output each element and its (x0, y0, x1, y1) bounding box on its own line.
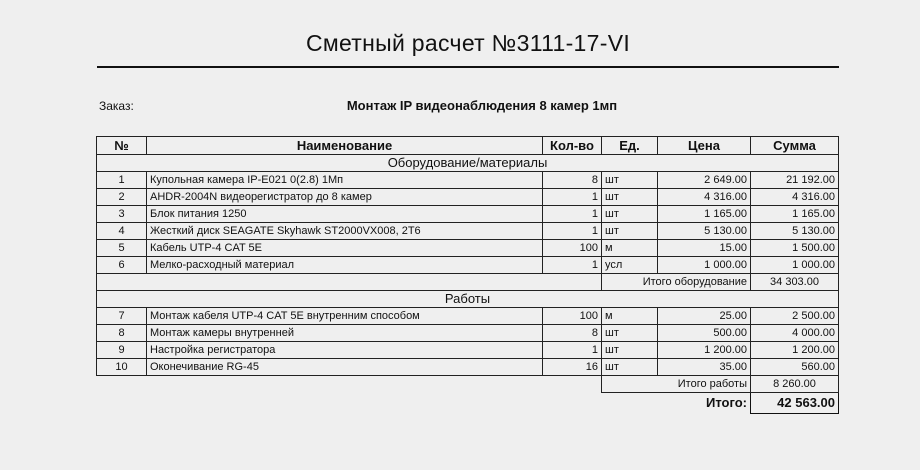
row-sum: 2 500.00 (751, 308, 839, 325)
row-unit: усл (602, 257, 658, 274)
section-header-row (97, 291, 839, 308)
table-body (97, 155, 839, 414)
row-price: 35.00 (658, 359, 751, 376)
table-row (97, 223, 839, 240)
table-row (97, 206, 839, 223)
row-price: 25.00 (658, 308, 751, 325)
estimate-table (96, 136, 839, 414)
section-header-row (97, 155, 839, 172)
row-qty: 8 (543, 172, 602, 189)
row-unit: шт (602, 359, 658, 376)
row-name: AHDR-2004N видеорегистратор до 8 камер (147, 189, 543, 206)
row-number: 4 (97, 223, 147, 240)
col-header-price: Цена (658, 137, 751, 155)
row-name: Жесткий диск SEAGATE Skyhawk ST2000VX008, 2Т6 (147, 223, 543, 240)
row-price: 15.00 (658, 240, 751, 257)
row-qty: 1 (543, 257, 602, 274)
row-name: Кабель UTP-4 CAT 5E (147, 240, 543, 257)
row-unit: шт (602, 189, 658, 206)
col-header-name: Наименование (147, 137, 543, 155)
grand-total-label: Итого: (706, 395, 747, 410)
row-sum: 4 000.00 (751, 325, 839, 342)
table-row (97, 257, 839, 274)
row-price: 500.00 (658, 325, 751, 342)
row-qty: 8 (543, 325, 602, 342)
subtotal-row (97, 376, 839, 393)
table-header-row (97, 137, 839, 155)
subtotal-value: 8 260.00 (751, 376, 839, 393)
row-name: Монтаж кабеля UTP-4 CAT 5E внутренним способом (147, 308, 543, 325)
col-header-qty: Кол-во (543, 137, 602, 155)
row-name: Настройка регистратора (147, 342, 543, 359)
subtotal-spacer (97, 376, 602, 393)
row-unit: шт (602, 172, 658, 189)
table-row (97, 189, 839, 206)
row-price: 4 316.00 (658, 189, 751, 206)
grand-total-value: 42 563.00 (751, 393, 839, 414)
subtotal-row (97, 274, 839, 291)
row-price: 1 000.00 (658, 257, 751, 274)
table-row (97, 342, 839, 359)
row-qty: 100 (543, 240, 602, 257)
row-name: Мелко-расходный материал (147, 257, 543, 274)
row-number: 5 (97, 240, 147, 257)
row-sum: 1 165.00 (751, 206, 839, 223)
row-number: 3 (97, 206, 147, 223)
document-title: Сметный расчет №3111-17-VI (305, 30, 631, 56)
col-header-sum: Сумма (751, 137, 839, 155)
row-qty: 1 (543, 342, 602, 359)
row-qty: 1 (543, 206, 602, 223)
row-price: 5 130.00 (658, 223, 751, 240)
title-rule (97, 66, 839, 68)
row-number: 10 (97, 359, 147, 376)
row-qty: 1 (543, 223, 602, 240)
row-unit: шт (602, 342, 658, 359)
row-sum: 560.00 (751, 359, 839, 376)
row-name: Монтаж камеры внутренней (147, 325, 543, 342)
subtotal-label: Итого работы (602, 376, 751, 393)
subtotal-value: 34 303.00 (751, 274, 839, 291)
row-sum: 4 316.00 (751, 189, 839, 206)
table-row (97, 308, 839, 325)
row-unit: м (602, 240, 658, 257)
row-sum: 5 130.00 (751, 223, 839, 240)
row-qty: 1 (543, 189, 602, 206)
row-price: 1 200.00 (658, 342, 751, 359)
row-number: 8 (97, 325, 147, 342)
subtotal-spacer (97, 274, 602, 291)
row-number: 9 (97, 342, 147, 359)
row-unit: м (602, 308, 658, 325)
col-header-unit: Ед. (602, 137, 658, 155)
table-row (97, 359, 839, 376)
row-sum: 1 200.00 (751, 342, 839, 359)
row-unit: шт (602, 325, 658, 342)
table-row (97, 240, 839, 257)
row-unit: шт (602, 206, 658, 223)
order-value: Монтаж IP видеонаблюдения 8 камер 1мп (346, 98, 618, 113)
row-sum: 21 192.00 (751, 172, 839, 189)
table-row (97, 325, 839, 342)
row-name: Купольная камера IP-E021 0(2.8) 1Мп (147, 172, 543, 189)
row-price: 2 649.00 (658, 172, 751, 189)
row-name: Блок питания 1250 (147, 206, 543, 223)
order-label: Заказ: (99, 99, 134, 113)
row-qty: 100 (543, 308, 602, 325)
row-number: 7 (97, 308, 147, 325)
row-number: 2 (97, 189, 147, 206)
row-number: 1 (97, 172, 147, 189)
table-row (97, 172, 839, 189)
col-header-number: № (97, 137, 147, 155)
grand-total-row (97, 393, 839, 414)
row-unit: шт (602, 223, 658, 240)
section-title: Оборудование/материалы (97, 155, 839, 172)
subtotal-label: Итого оборудование (602, 274, 751, 291)
row-number: 6 (97, 257, 147, 274)
row-name: Оконечивание RG-45 (147, 359, 543, 376)
row-sum: 1 000.00 (751, 257, 839, 274)
row-price: 1 165.00 (658, 206, 751, 223)
row-qty: 16 (543, 359, 602, 376)
grand-total-spacer (97, 393, 658, 414)
row-sum: 1 500.00 (751, 240, 839, 257)
section-title: Работы (97, 291, 839, 308)
